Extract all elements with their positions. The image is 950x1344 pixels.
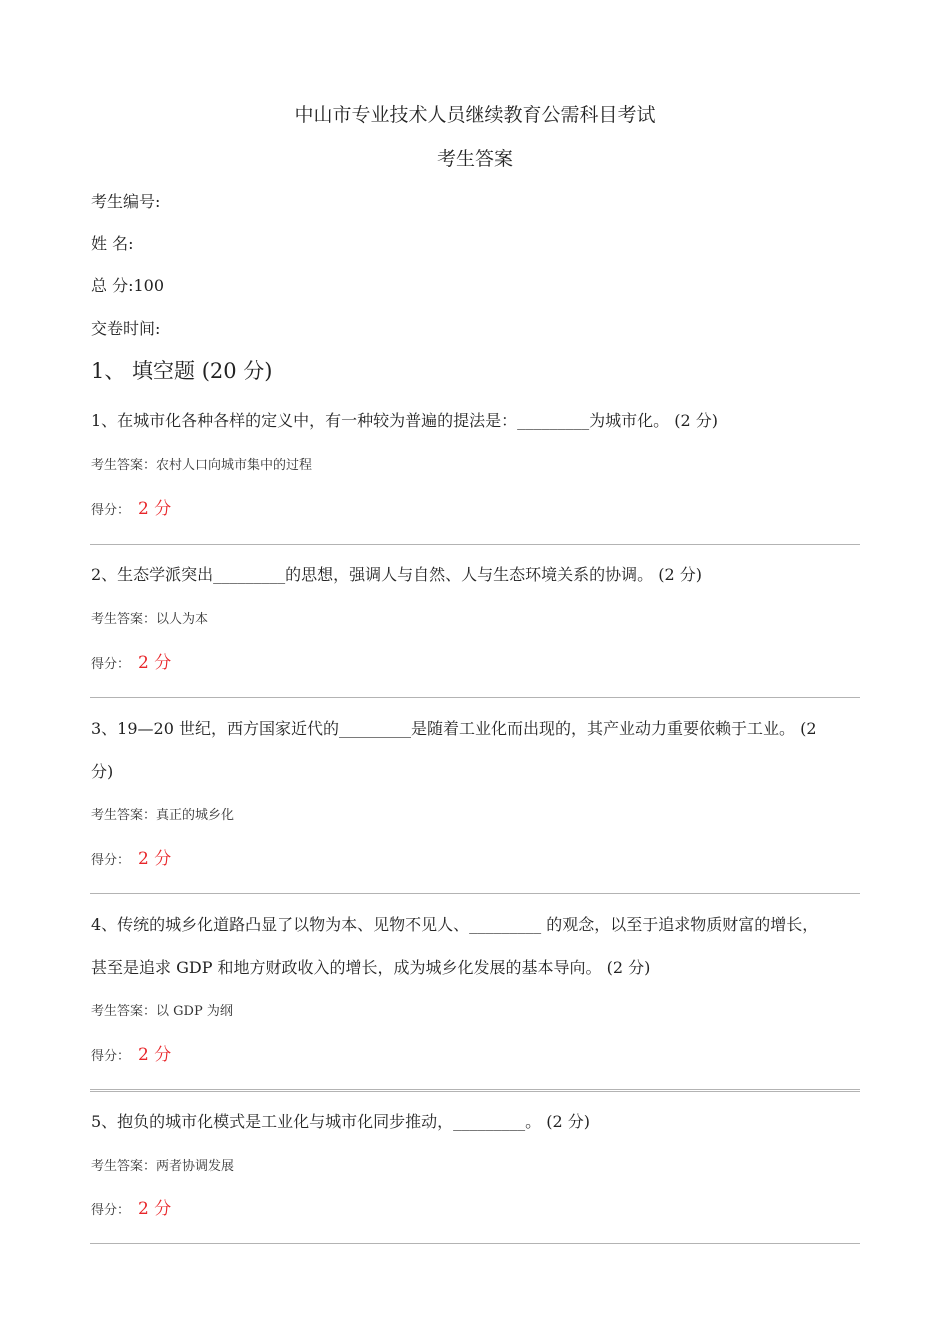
question-text: 1、在城市化各种各样的定义中，有一种较为普遍的提法是：_________为城市化。 (2 分) xyxy=(91,411,719,430)
divider xyxy=(90,697,860,698)
score-label: 得分： xyxy=(91,1203,131,1218)
score-label: 得分： xyxy=(91,503,131,518)
score-label: 得分： xyxy=(91,657,131,672)
divider xyxy=(90,1089,860,1092)
score-value: 2 分 xyxy=(138,1199,172,1219)
score-value: 2 分 xyxy=(138,849,172,869)
question-text-line1: 3、19—20 世纪，西方国家近代的_________是随着工业化而出现的，其产业动力重要依赖于工业。 (2 xyxy=(91,719,817,738)
section-heading: 1、 填空题 (20 分) xyxy=(91,359,273,383)
candidate-answer: 考生答案：农村人口向城市集中的过程 xyxy=(91,458,313,473)
score-label: 得分： xyxy=(91,853,131,868)
candidate-answer: 考生答案：真正的城乡化 xyxy=(91,808,235,823)
score-row xyxy=(91,494,171,519)
score-row xyxy=(91,648,171,673)
score-row xyxy=(91,844,171,869)
question-text-line2: 甚至是追求 GDP 和地方财政收入的增长，成为城乡化发展的基本导向。 (2 分) xyxy=(91,958,651,977)
divider xyxy=(90,1243,860,1244)
document-subtitle: 考生答案 xyxy=(436,148,513,170)
candidate-answer: 考生答案：以人为本 xyxy=(91,612,209,627)
question-text: 5、抱负的城市化模式是工业化与城市化同步推动，_________。 (2 分) xyxy=(91,1112,591,1131)
total-score-label: 总 分:100 xyxy=(91,276,165,295)
submit-time-label: 交卷时间: xyxy=(91,319,161,338)
score-row xyxy=(91,1194,171,1219)
exam-number-label: 考生编号: xyxy=(91,192,161,211)
question-text-line2: 分) xyxy=(91,762,114,781)
divider xyxy=(90,893,860,894)
score-row xyxy=(91,1040,171,1065)
score-value: 2 分 xyxy=(138,1045,172,1065)
candidate-name-label: 姓 名: xyxy=(91,234,134,253)
score-value: 2 分 xyxy=(138,653,172,673)
document-title: 中山市专业技术人员继续教育公需科目考试 xyxy=(294,104,656,126)
score-value: 2 分 xyxy=(138,499,172,519)
score-label: 得分： xyxy=(91,1049,131,1064)
candidate-answer: 考生答案：以 GDP 为纲 xyxy=(91,1004,233,1019)
question-text: 2、生态学派突出_________的思想，强调人与自然、人与生态环境关系的协调。 (2 分) xyxy=(91,565,703,584)
divider xyxy=(90,544,860,545)
candidate-answer: 考生答案：两者协调发展 xyxy=(91,1159,235,1174)
question-text-line1: 4、传统的城乡化道路凸显了以物为本、见物不见人、_________ 的观念，以至于追求物质财富的增长， xyxy=(91,915,819,934)
